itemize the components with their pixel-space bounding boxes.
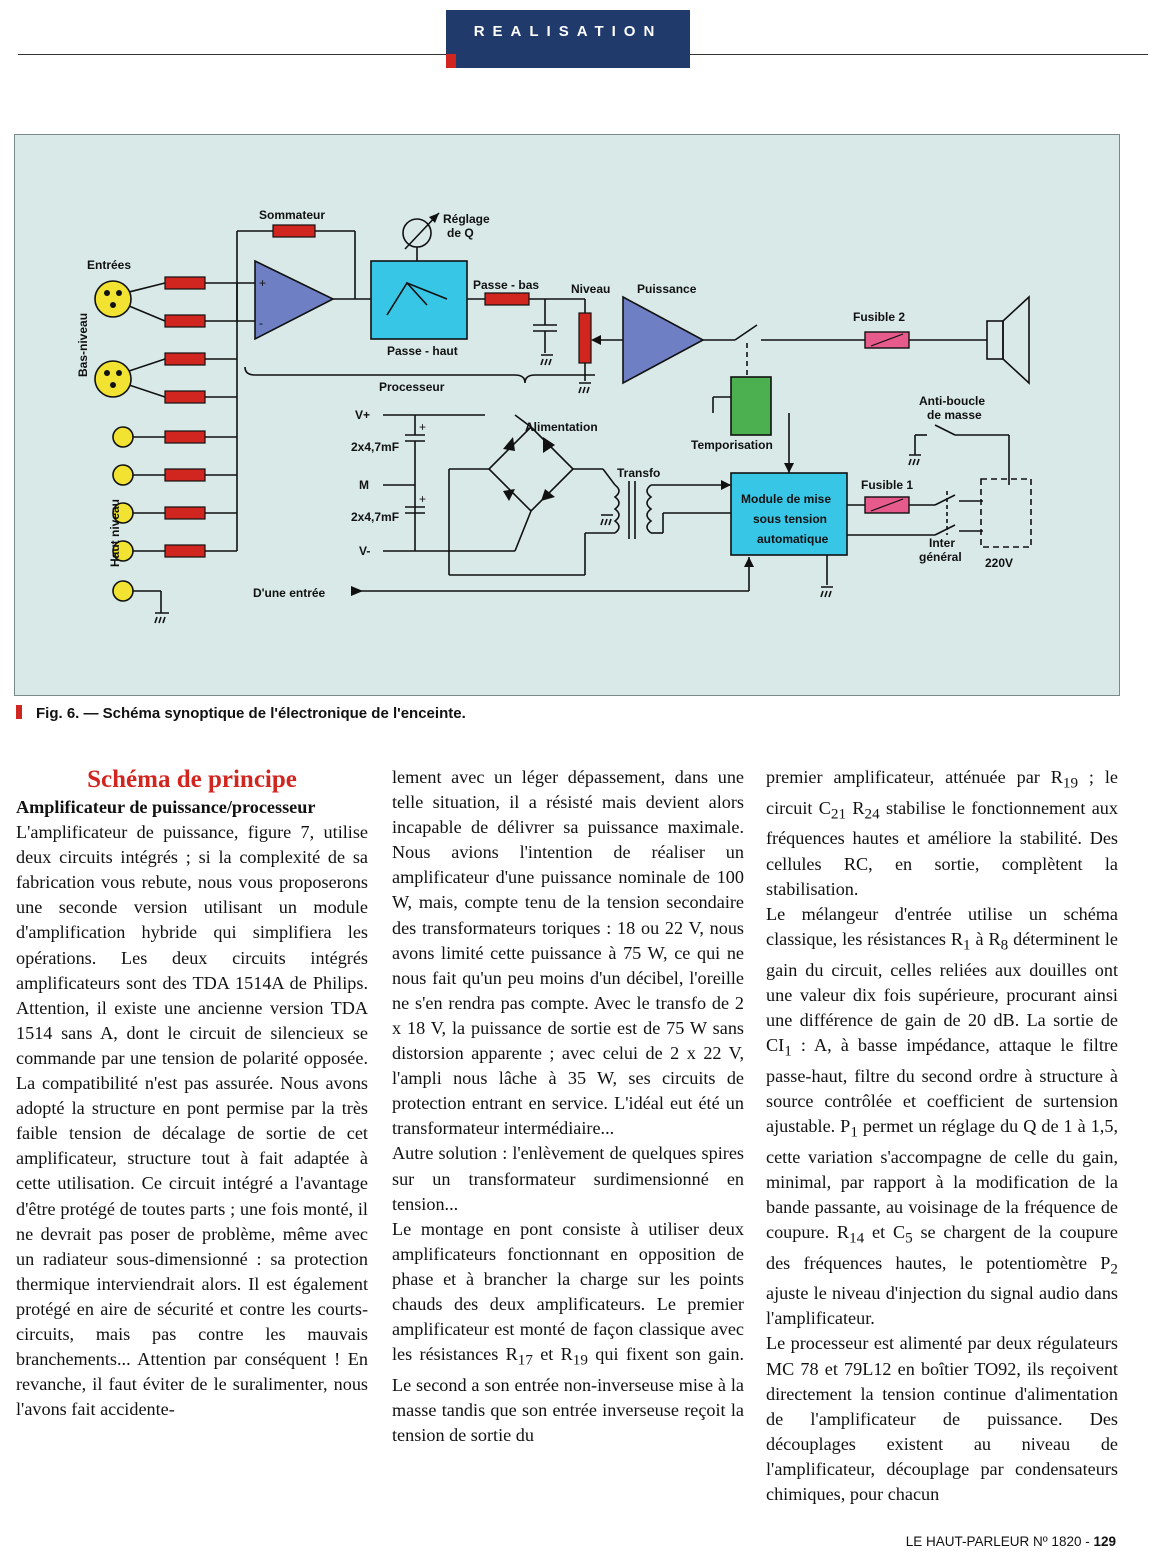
label-vminus: V- bbox=[359, 544, 371, 558]
col3-paragraph-3: Le processeur est alimenté par deux régulateurs MC 78 et 79L12 en boîtier TO92, ils reçoivent directement la tension continue d'alimentation de l'amplificateur de puissance. Des découplages existent au niveau de l'amplificateur, découplage par condensateurs chimiques, pour chacun bbox=[766, 1333, 1118, 1505]
figure-caption bbox=[16, 705, 466, 722]
text-run: déterminent le gain du circuit, celles reliées aux douilles ont une valeur dix fois supérieure, procurant ainsi une différence de gain de 20 dB. La sortie de CI bbox=[766, 928, 1118, 1055]
label-alimentation: Alimentation bbox=[525, 420, 598, 434]
label-entrees: Entrées bbox=[87, 258, 132, 272]
resistor bbox=[165, 545, 205, 557]
puissance-amp bbox=[623, 297, 703, 383]
block-diagram bbox=[14, 134, 1120, 696]
section-banner: REALISATION bbox=[446, 10, 690, 54]
resistor bbox=[165, 507, 205, 519]
text-run: premier amplificateur, atténuée par R bbox=[766, 767, 1063, 787]
label-anti-boucle-2: de masse bbox=[927, 408, 982, 422]
temporisation-block bbox=[731, 377, 771, 435]
label-dune-entree: D'une entrée bbox=[253, 586, 326, 600]
passe-haut-filter bbox=[371, 261, 467, 339]
label-m: M bbox=[359, 478, 369, 492]
section-title: Schéma de principe bbox=[87, 766, 297, 793]
xlr-jack bbox=[95, 361, 131, 397]
label-module-2: sous tension bbox=[753, 512, 828, 526]
sommateur-opamp bbox=[255, 261, 333, 339]
resistor bbox=[165, 469, 205, 481]
page-number: 129 bbox=[1093, 1534, 1116, 1549]
label-reglage-1: Réglage bbox=[443, 212, 490, 226]
label-passe-haut: Passe - haut bbox=[387, 344, 458, 358]
label-inter-1: Inter bbox=[929, 536, 956, 550]
label-220v: 220V bbox=[985, 556, 1014, 570]
col2-paragraph-1: lement avec un léger dépassement, dans une telle situation, il a résisté mais devient alors incapable de délivrer sa puissance maximale. Nous avions l'intention de réaliser un amplificateur d'une puissance nominale de 100 W, mais, compte tenu de la tension secondaire des transformateurs toriques : 18 ou 22 V, nous avons limité cette puissance à 75 W, ce qui ne nous fait qu'un peu moins d'un décibel, l'oreille ne s'en rendra pas compte. Avec le transfo de 2 x 18 V, la puissance de sortie est de 75 W sans distorsion apparente ; avec celui de 2 x 22 V, l'ampli nous lâche à 35 W, ses circuits de protection entrant en service. L'idéal eut été un transformateur intermédiaire... bbox=[392, 767, 744, 1139]
text-run: ajuste le niveau d'injection du signal audio dans l'amplificateur. bbox=[766, 1283, 1118, 1329]
xlr-jack bbox=[95, 281, 131, 317]
label-cap-2: 2x4,7mF bbox=[351, 510, 400, 524]
col2-paragraph-3 bbox=[392, 1217, 744, 1448]
label-sommateur: Sommateur bbox=[259, 208, 326, 222]
rca-jack bbox=[113, 581, 133, 601]
resistor bbox=[165, 391, 205, 403]
subscript: 1 bbox=[850, 1123, 858, 1141]
col1-paragraph: L'amplificateur de puissance, figure 7, utilise deux circuits intégrés ; si la complexité de sa fabrication vous rebute, nous vous proposerons une seconde version utilisant un module d'amplification hybride qui simplifiera les opérations. Les deux circuits intégrés amplificateurs sont des TDA 1514A de Philips. Attention, il existe une ancienne version TDA 1514 sans A, dont le circuit de silencieux se commande par une tension de polarité opposée. La compatibilité n'est pas assurée. Nous avons adopté la structure en pont permise par la très faible tension de décalage de sortie de cet amplificateur, structure tout à fait adaptée à cette utilisation. Ce circuit intégré a l'avantage d'être protégé de toutes parts ; une fois monté, il ne devrait pas poser de problème, même avec un radiateur sous-dimensionné : sa protection thermique interviendrait alors. Il est également protégé en aire de sécurité et contre les courts-circuits, mais pas contre les mauvais branchements... Attention par conséquent ! En revanche, il faut éviter de le suralimenter, nous l'avons fait accidente- bbox=[16, 822, 368, 1420]
passe-bas-resistor bbox=[485, 293, 529, 305]
caption-text: Fig. 6. — Schéma synoptique de l'électronique de l'enceinte. bbox=[36, 705, 466, 722]
subhead: Amplificateur de puissance/processeur bbox=[16, 797, 316, 817]
subscript: 19 bbox=[572, 1351, 588, 1369]
label-bas-niveau: Bas-niveau bbox=[76, 312, 90, 377]
label-passe-bas: Passe - bas bbox=[473, 278, 540, 292]
subscript: 1 bbox=[784, 1042, 792, 1060]
label-transfo: Transfo bbox=[617, 466, 661, 480]
text-run: à R bbox=[970, 928, 1001, 949]
subscript: 8 bbox=[1000, 936, 1009, 954]
banner-bottom bbox=[456, 54, 690, 68]
svg-text:-: - bbox=[259, 316, 263, 330]
col2-paragraph-2: Autre solution : l'enlèvement de quelques spires sur un transformateur surdimensionné en tension... bbox=[392, 1143, 744, 1214]
subscript: 21 bbox=[830, 805, 847, 823]
svg-text:+: + bbox=[419, 492, 427, 506]
label-reglage-2: de Q bbox=[447, 226, 474, 240]
text-run: et R bbox=[532, 1344, 573, 1365]
svg-text:+: + bbox=[419, 420, 427, 434]
column-2 bbox=[392, 765, 744, 1448]
label-cap-1: 2x4,7mF bbox=[351, 440, 400, 454]
resistor bbox=[165, 353, 205, 365]
label-haut-niveau: Haut niveau bbox=[108, 498, 122, 567]
resistor bbox=[165, 315, 205, 327]
subscript: 14 bbox=[849, 1229, 865, 1247]
reglage-q-control bbox=[403, 219, 431, 247]
resistor bbox=[165, 431, 205, 443]
label-module-3: automatique bbox=[757, 532, 829, 546]
resistor bbox=[165, 277, 205, 289]
label-niveau: Niveau bbox=[571, 282, 611, 296]
sommateur-resistor bbox=[273, 225, 315, 237]
label-fusible-2: Fusible 2 bbox=[853, 310, 906, 324]
subscript: 19 bbox=[1062, 774, 1079, 792]
text-run: Le mélangeur d'entrée utilise un schéma classique, les résistances R bbox=[766, 903, 1118, 949]
text-run: R bbox=[846, 797, 865, 818]
text-run: et C bbox=[864, 1221, 906, 1242]
text-run: qui fixent son gain. Le second a son entrée non-inverseuse mise à la masse tandis que son entrée inverseuse reçoit la tension de sortie du bbox=[392, 1344, 744, 1446]
text-run: stabilise le fonctionnement aux fréquences hautes et améliore la stabilité. Des cellules RC, en sortie, complètent la stabilisation. bbox=[766, 797, 1118, 899]
page-footer bbox=[906, 1534, 1116, 1549]
col3-paragraph-1 bbox=[766, 765, 1118, 902]
caption-bar bbox=[16, 705, 22, 719]
label-temporisation: Temporisation bbox=[691, 438, 773, 452]
text-run: : A, à basse impédance, attaque le filtre passe-haut, filtre du second ordre à structure à source contrôlée et coefficient de surtension ajustable. P bbox=[766, 1034, 1118, 1136]
pot-wiper-arrow bbox=[591, 335, 601, 345]
column-1 bbox=[16, 765, 368, 1422]
subscript: 17 bbox=[517, 1351, 533, 1369]
text-run: ; le circuit C bbox=[766, 767, 1118, 818]
rca-jack bbox=[113, 465, 133, 485]
label-module-1: Module de mise bbox=[741, 492, 832, 506]
diagram-svg bbox=[15, 135, 1119, 695]
subscript: 5 bbox=[905, 1229, 913, 1247]
magazine-name: LE HAUT-PARLEUR Nº 1820 - bbox=[905, 1534, 1094, 1549]
label-puissance: Puissance bbox=[637, 282, 697, 296]
label-anti-boucle-1: Anti-boucle bbox=[919, 394, 985, 408]
subscript: 2 bbox=[1110, 1260, 1118, 1278]
label-inter-2: général bbox=[919, 550, 962, 564]
column-3 bbox=[766, 765, 1118, 1507]
col3-paragraph-2 bbox=[766, 902, 1118, 1332]
niveau-potentiometer bbox=[579, 313, 591, 363]
label-fusible-1: Fusible 1 bbox=[861, 478, 914, 492]
label-processeur: Processeur bbox=[379, 380, 445, 394]
subscript: 1 bbox=[963, 936, 971, 954]
rca-jack bbox=[113, 427, 133, 447]
subscript: 24 bbox=[864, 805, 880, 823]
label-vplus: V+ bbox=[355, 408, 371, 422]
text-run: Le montage en pont consiste à utiliser deux amplificateurs fonctionnant en opposition de phase et à brancher la charge sur les points chauds des deux amplificateurs. Le premier amplificateur est monté de façon classique avec les résistances R bbox=[392, 1218, 744, 1365]
text-run: permet un réglage du Q de 1 à 1,5, cette variation s'accompagne de celle du gain, minimal, par rapport à la modification de la bande passante, au voisinage de la fréquence de coupure. R bbox=[766, 1115, 1118, 1242]
text-run: se chargent de la coupure des fréquences hautes, le potentiomètre P bbox=[766, 1221, 1118, 1273]
svg-text:+: + bbox=[259, 276, 267, 290]
